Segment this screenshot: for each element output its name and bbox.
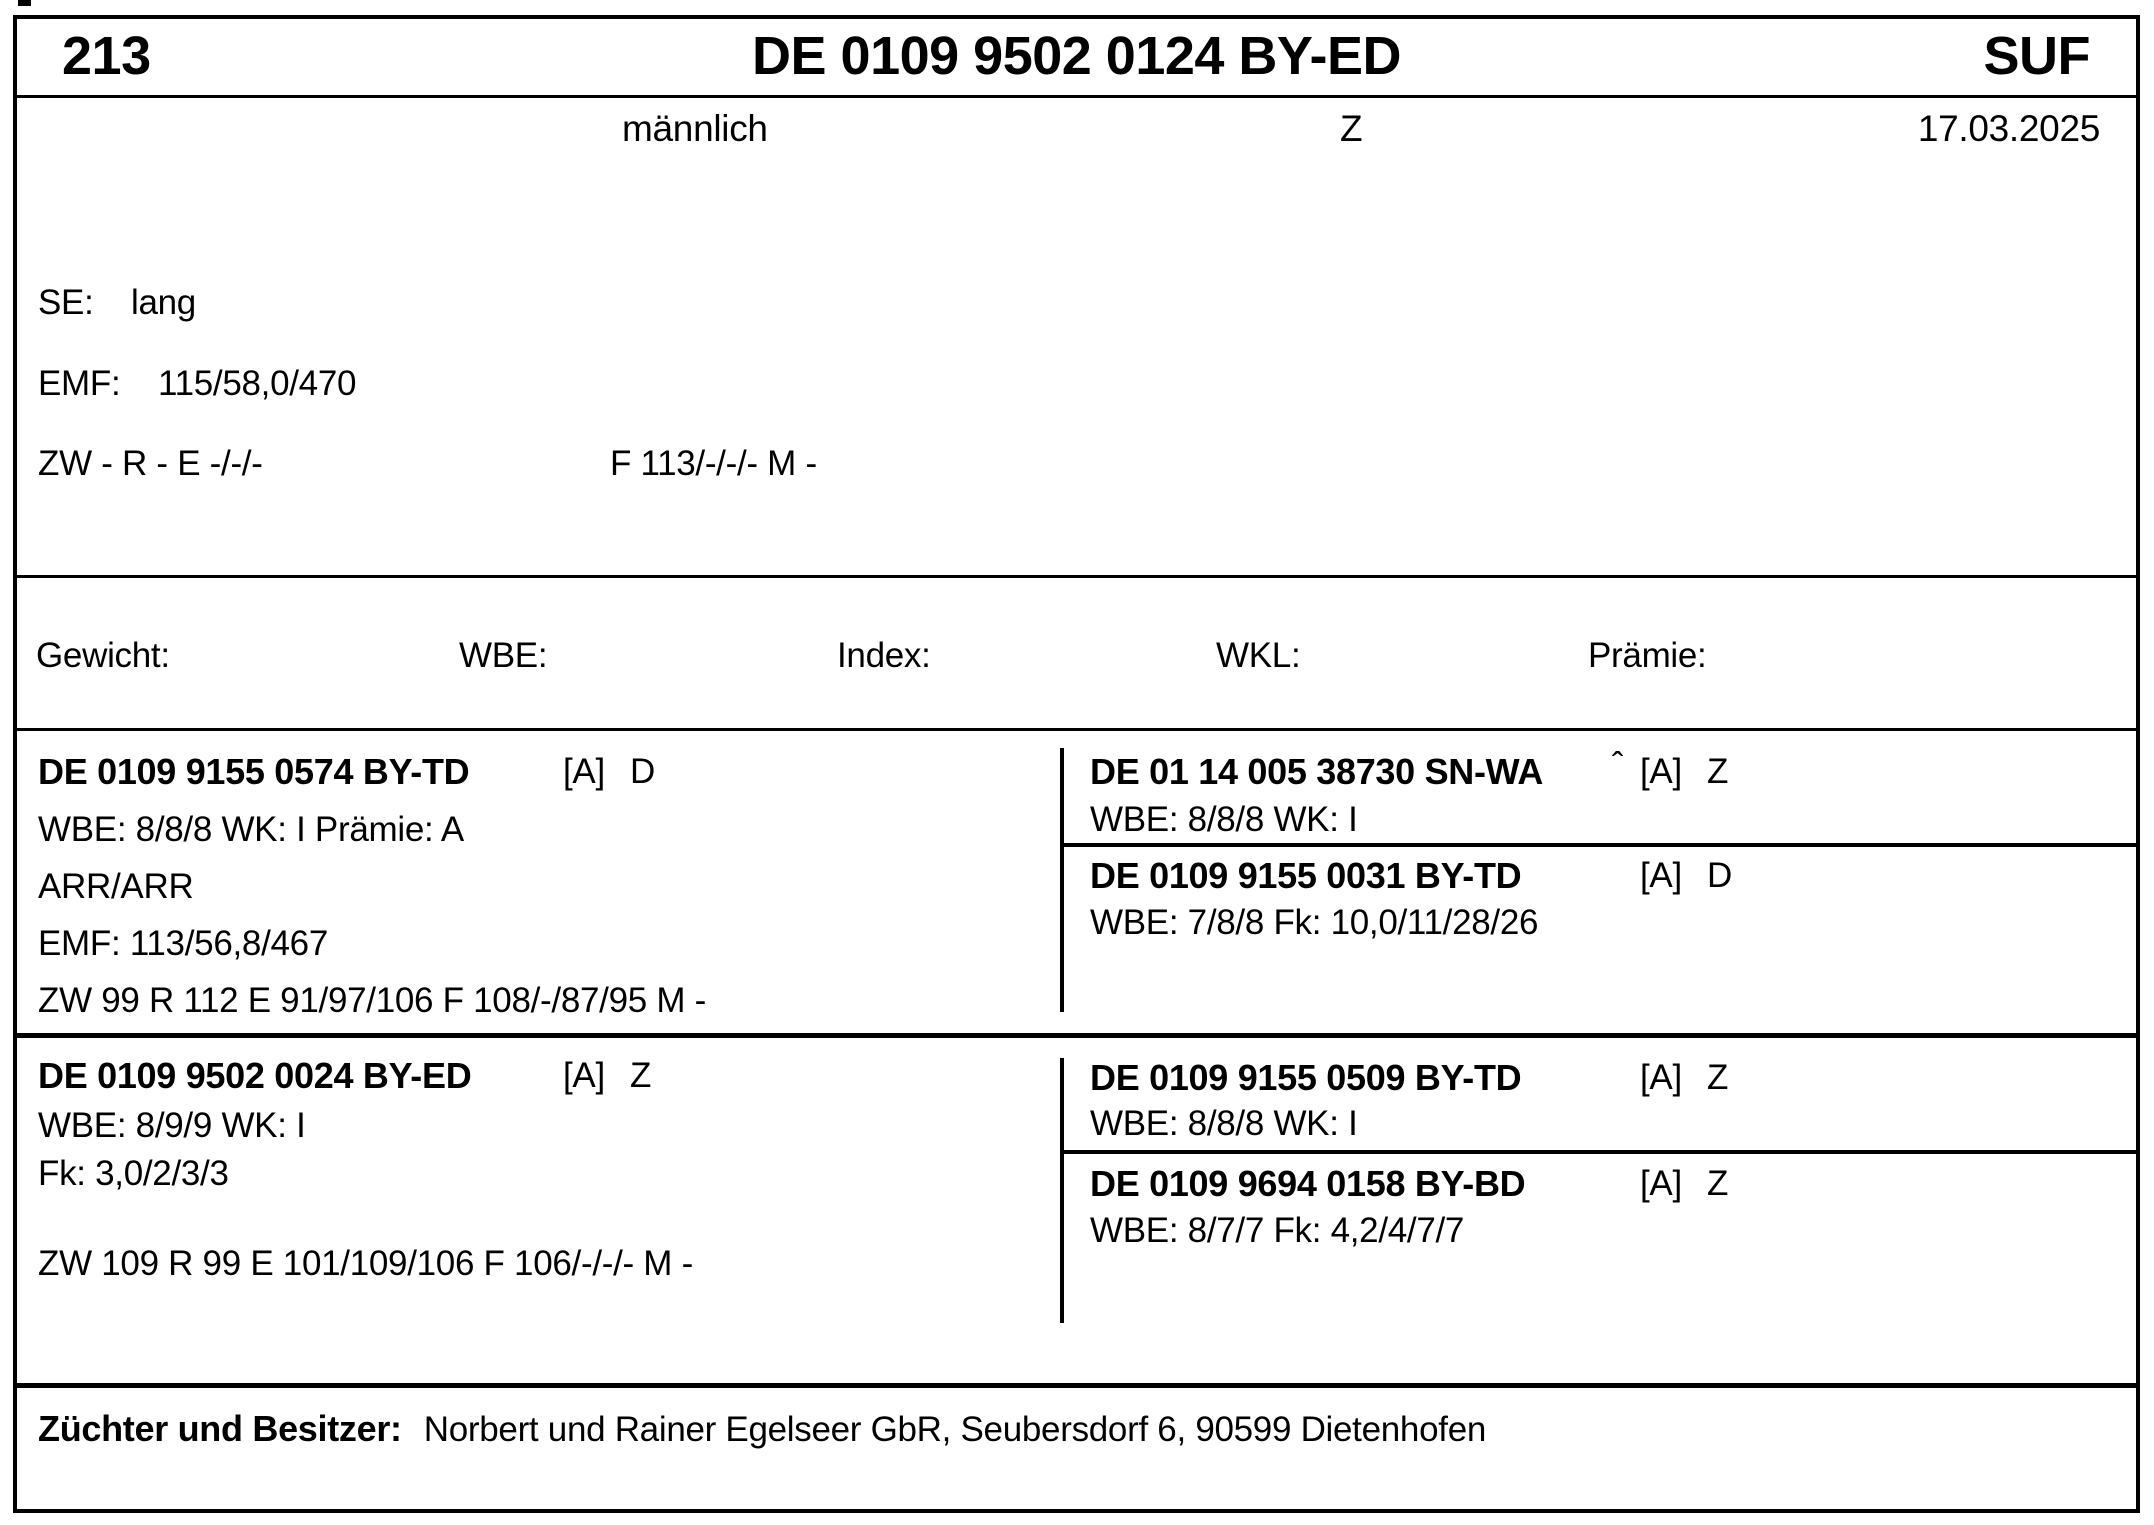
- sire-id: DE 0109 9155 0574 BY-TD: [38, 751, 470, 792]
- sire-wbe: WBE: 8/8/8 WK: I Prämie: A: [38, 810, 464, 849]
- dams-dam-id: DE 0109 9694 0158 BY-BD: [1090, 1163, 1526, 1204]
- divider-dam-ancestors: [1060, 1150, 2140, 1154]
- dams-sire-wbe: WBE: 8/8/8 WK: I: [1090, 1104, 1358, 1143]
- divider-columns: [13, 728, 2140, 731]
- column-label-wbe: WBE:: [459, 636, 548, 675]
- sex-value: männlich: [622, 108, 768, 149]
- divider-vertical-top: [1060, 748, 1064, 1012]
- dams-sire-code: Z: [1707, 1058, 1729, 1097]
- dams-dam-code: Z: [1707, 1164, 1729, 1203]
- sire-code: D: [630, 752, 655, 791]
- dams-dam-wbe: WBE: 8/7/7 Fk: 4,2/4/7/7: [1090, 1211, 1465, 1250]
- dam-fk: Fk: 3,0/2/3/3: [38, 1154, 229, 1193]
- dam-zw: ZW 109 R 99 E 101/109/106 F 106/-/-/- M -: [38, 1244, 693, 1283]
- sire-zw: ZW 99 R 112 E 91/97/106 F 108/-/87/95 M -: [38, 981, 706, 1020]
- usage-code: Z: [1340, 108, 1363, 149]
- catalog-number: 213: [62, 26, 151, 86]
- emf-label: EMF:: [38, 364, 121, 403]
- sire-emf: EMF: 113/56,8/467: [38, 924, 328, 963]
- sires-sire-code: Z: [1707, 752, 1729, 791]
- dam-id: DE 0109 9502 0024 BY-ED: [38, 1055, 472, 1096]
- sires-sire-wbe: WBE: 8/8/8 WK: I: [1090, 800, 1358, 839]
- dam-wbe: WBE: 8/9/9 WK: I: [38, 1106, 306, 1145]
- page-title-animal-id: DE 0109 9502 0124 BY-ED: [752, 26, 1401, 86]
- column-label-index: Index:: [837, 636, 931, 675]
- zw-value: ZW - R - E -/-/-: [38, 444, 263, 483]
- dams-dam-tag: [A]: [1640, 1164, 1682, 1203]
- scan-artifact: [18, 0, 31, 6]
- breeder-owner-value: Norbert und Rainer Egelseer GbR, Seubersdorf 6, 90599 Dietenhofen: [423, 1410, 1487, 1449]
- sires-dam-wbe: WBE: 7/8/8 Fk: 10,0/11/28/26: [1090, 903, 1539, 942]
- divider-header: [13, 95, 2140, 98]
- sire-tag: [A]: [563, 752, 605, 791]
- zw-f-value: F 113/-/-/- M -: [610, 444, 817, 483]
- emf-value: 115/58,0/470: [158, 364, 357, 403]
- divider-vertical-bottom: [1060, 1058, 1064, 1323]
- sires-sire-tag: [A]: [1640, 752, 1682, 791]
- column-label-wkl: WKL:: [1216, 636, 1301, 675]
- divider-traits: [13, 575, 2140, 578]
- dam-tag: [A]: [563, 1056, 605, 1095]
- sires-dam-id: DE 0109 9155 0031 BY-TD: [1090, 855, 1522, 896]
- column-label-gewicht: Gewicht:: [36, 636, 170, 675]
- divider-sire-ancestors: [1060, 843, 2140, 847]
- sires-dam-tag: [A]: [1640, 856, 1682, 895]
- sire-genotype: ARR/ARR: [38, 867, 194, 906]
- sires-dam-code: D: [1707, 856, 1732, 895]
- breed-code: SUF: [1983, 26, 2090, 86]
- sires-sire-id: DE 01 14 005 38730 SN-WA: [1090, 751, 1544, 792]
- se-label: SE:: [38, 283, 94, 322]
- dams-sire-tag: [A]: [1640, 1058, 1682, 1097]
- breeder-owner-label: Züchter und Besitzer:: [38, 1408, 402, 1449]
- date-value: 17.03.2025: [1917, 108, 2100, 149]
- dams-sire-id: DE 0109 9155 0509 BY-TD: [1090, 1057, 1522, 1098]
- column-label-praemie: Prämie:: [1588, 636, 1707, 675]
- divider-footer: [13, 1383, 2140, 1388]
- divider-pedigree-mid: [13, 1033, 2140, 1038]
- sires-sire-mark: ˆ: [1612, 746, 1624, 784]
- dam-code: Z: [630, 1056, 652, 1095]
- emf-row: [38, 366, 356, 401]
- breeder-owner-row: [38, 1408, 1487, 1449]
- se-row: [38, 285, 196, 320]
- se-value: lang: [131, 283, 196, 322]
